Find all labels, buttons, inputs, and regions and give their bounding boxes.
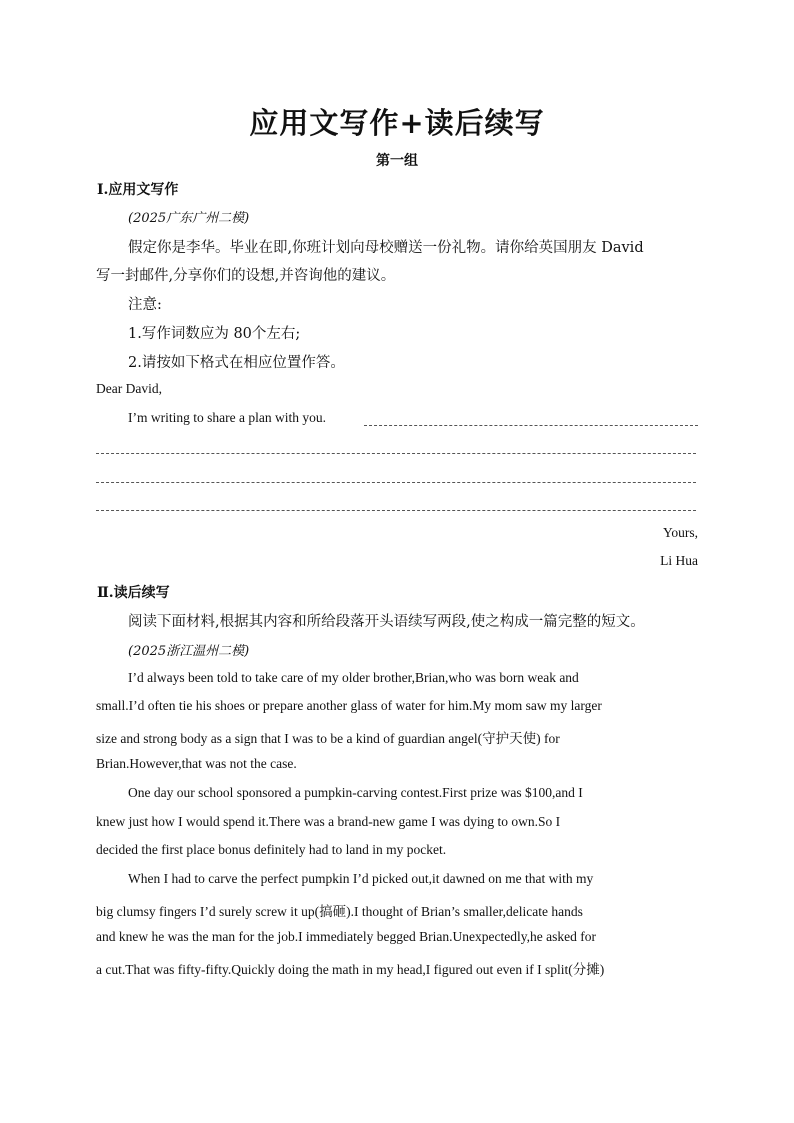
answer-line-2: [96, 453, 696, 454]
section1-prompt-line1: 假定你是李华。毕业在即,你班计划向母校赠送一份礼物。请你给英国朋友 David: [128, 240, 644, 256]
note-item-1: 1.写作词数应为 80个左右;: [128, 326, 301, 342]
passage-line: decided the first place bonus definitely had to land in my pocket.: [96, 842, 447, 857]
section2-heading: Ⅱ.读后续写: [97, 585, 170, 601]
note-label: 注意:: [128, 297, 162, 313]
section1-prompt-line2: 写一封邮件,分享你们的设想,并咨询他的建议。: [96, 268, 396, 284]
passage-line: size and strong body as a sign that I was to be a kind of guardian angel(守护天使) for: [96, 731, 560, 746]
passage-line: and knew he was the man for the job.I immediately begged Brian.Unexpectedly,he asked for: [96, 929, 596, 944]
answer-line-3: [96, 482, 696, 483]
section1-heading: Ⅰ.应用文写作: [97, 182, 179, 198]
answer-line-4: [96, 510, 696, 511]
passage-line: I’d always been told to take care of my older brother,Brian,who was born weak and: [128, 670, 579, 685]
passage-line: small.I’d often tie his shoes or prepare another glass of water for him.My mom saw my larger: [96, 698, 602, 713]
passage-line: big clumsy fingers I’d surely screw it up(搞砸).I thought of Brian’s smaller,delicate hands: [96, 904, 583, 919]
page-subtitle: 第一组: [376, 153, 418, 169]
letter-signature: Li Hua: [660, 553, 698, 568]
passage-line: a cut.That was fifty-fifty.Quickly doing the math in my head,I figured out even if I split(分摊): [96, 962, 605, 977]
letter-opening: I’m writing to share a plan with you.: [128, 410, 326, 425]
passage-line: One day our school sponsored a pumpkin-carving contest.First prize was $100,and I: [128, 785, 583, 800]
letter-closing: Yours,: [662, 525, 698, 540]
answer-line-1: [364, 425, 698, 426]
section1-source: (2025广东广州二模): [128, 211, 250, 226]
passage-line: Brian.However,that was not the case.: [96, 756, 297, 771]
letter-greeting: Dear David,: [96, 381, 162, 396]
page-title: 应用文写作+读后续写: [249, 106, 545, 140]
passage-line: knew just how I would spend it.There was a brand-new game I was dying to own.So I: [96, 814, 561, 829]
section2-instruction: 阅读下面材料,根据其内容和所给段落开头语续写两段,使之构成一篇完整的短文。: [128, 614, 645, 630]
passage-line: When I had to carve the perfect pumpkin I’d picked out,it dawned on me that with my: [128, 871, 594, 886]
section2-source: (2025浙江温州二模): [128, 644, 250, 659]
note-item-2: 2.请按如下格式在相应位置作答。: [128, 355, 345, 371]
